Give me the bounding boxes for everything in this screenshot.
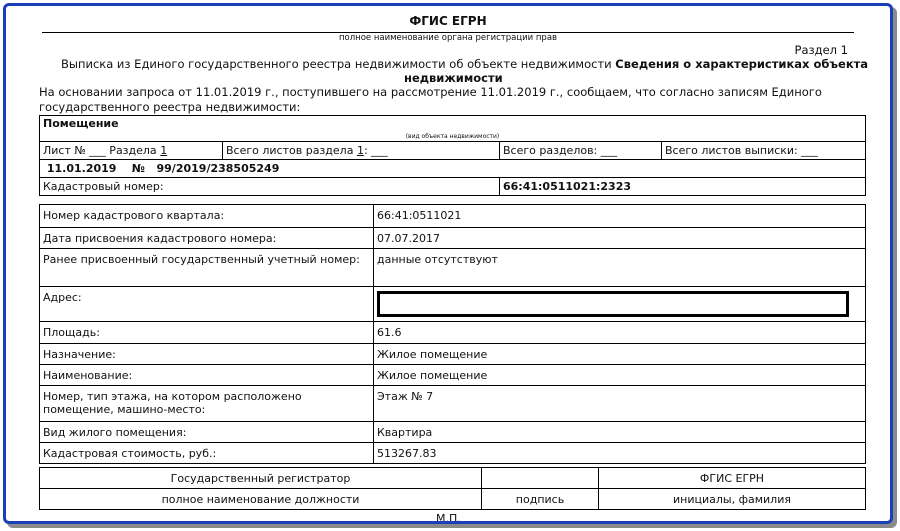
row-value: данные отсутствуют: [374, 249, 866, 287]
row-value: 07.07.2017: [374, 228, 866, 249]
sign-space: [482, 468, 599, 489]
row-label: Адрес:: [40, 287, 374, 322]
row-value: 513267.83: [374, 443, 866, 464]
row-value: 66:41:0511021: [374, 205, 866, 228]
sign-caption: подпись: [482, 489, 599, 510]
object-header-table: [39, 115, 866, 196]
table-row: [40, 249, 866, 287]
extract-bold-1: Сведения о характеристиках объекта: [615, 57, 869, 71]
table-row: [40, 344, 866, 365]
basis-line-1: На основании запроса от 11.01.2019 г., поступившего на рассмотрение 11.01.2019 г., сообщаем, что согласно записям Единого: [39, 85, 822, 99]
cadastral-value: 66:41:0511021:2323: [500, 178, 866, 196]
table-row: [40, 422, 866, 443]
table-row: [40, 386, 866, 422]
table-row: [40, 228, 866, 249]
row-label: Наименование:: [40, 365, 374, 386]
total-sheets-value: 1: [356, 144, 364, 157]
total-sheets-tail: : ___: [363, 144, 388, 157]
row-value: Этаж № 7: [374, 386, 866, 422]
row-value: 61.6: [374, 322, 866, 344]
total-sheets-section: [223, 142, 500, 160]
table-row: [40, 205, 866, 228]
row-label: Дата присвоения кадастрового номера:: [40, 228, 374, 249]
stamp-place: М.П.: [436, 512, 461, 524]
characteristics-table: [39, 204, 866, 464]
sheet-value: 1: [160, 144, 168, 157]
row-value-address: [374, 287, 866, 322]
extract-date: 11.01.2019: [46, 162, 117, 175]
extract-date-number: [40, 160, 866, 178]
signature-table: [39, 467, 866, 510]
row-label: Номер, тип этажа, на котором расположено помещение, машино-место:: [40, 386, 374, 422]
initials-caption: инициалы, фамилия: [599, 489, 866, 510]
object-type: Помещение: [40, 116, 866, 132]
sheet-number: [40, 142, 223, 160]
table-row: [40, 365, 866, 386]
row-label: Назначение:: [40, 344, 374, 365]
extract-text: Выписка из Единого государственного реестра недвижимости об объекте недвижимости: [61, 57, 612, 71]
extract-title: [61, 57, 868, 71]
row-label: Площадь:: [40, 322, 374, 344]
registrar-title: Государственный регистратор: [40, 468, 482, 489]
position-caption: полное наименование должности: [40, 489, 482, 510]
number-sign: №: [131, 162, 145, 175]
redaction-box: [377, 291, 849, 317]
extract-number: 99/2019/238505249: [156, 162, 280, 175]
sheet-label: Лист № ___ Раздела: [43, 144, 157, 157]
object-type-caption: (вид объекта недвижимости): [40, 131, 866, 142]
total-sheets-label: Всего листов раздела: [226, 144, 354, 157]
row-value: Жилое помещение: [374, 344, 866, 365]
table-row: [40, 443, 866, 464]
org-caption: полное наименование органа регистрации прав: [338, 33, 558, 43]
extract-bold-2: недвижимости: [404, 71, 503, 85]
table-row: [40, 322, 866, 344]
document-frame: [3, 3, 893, 524]
basis-line-2: государственного реестра недвижимости:: [39, 100, 301, 114]
total-sections: Всего разделов: ___: [500, 142, 662, 160]
section-label: Раздел 1: [794, 43, 848, 57]
total-extract-sheets: Всего листов выписки: ___: [662, 142, 866, 160]
table-row: [40, 287, 866, 322]
row-value: Жилое помещение: [374, 365, 866, 386]
row-label: Кадастровая стоимость, руб.:: [40, 443, 374, 464]
row-value: Квартира: [374, 422, 866, 443]
row-label: Вид жилого помещения:: [40, 422, 374, 443]
org-name: ФГИС ЕГРН: [409, 14, 487, 28]
cadastral-label: Кадастровый номер:: [40, 178, 500, 196]
row-label: Номер кадастрового квартала:: [40, 205, 374, 228]
registrar-org: ФГИС ЕГРН: [599, 468, 866, 489]
row-label: Ранее присвоенный государственный учетный номер:: [40, 249, 374, 287]
